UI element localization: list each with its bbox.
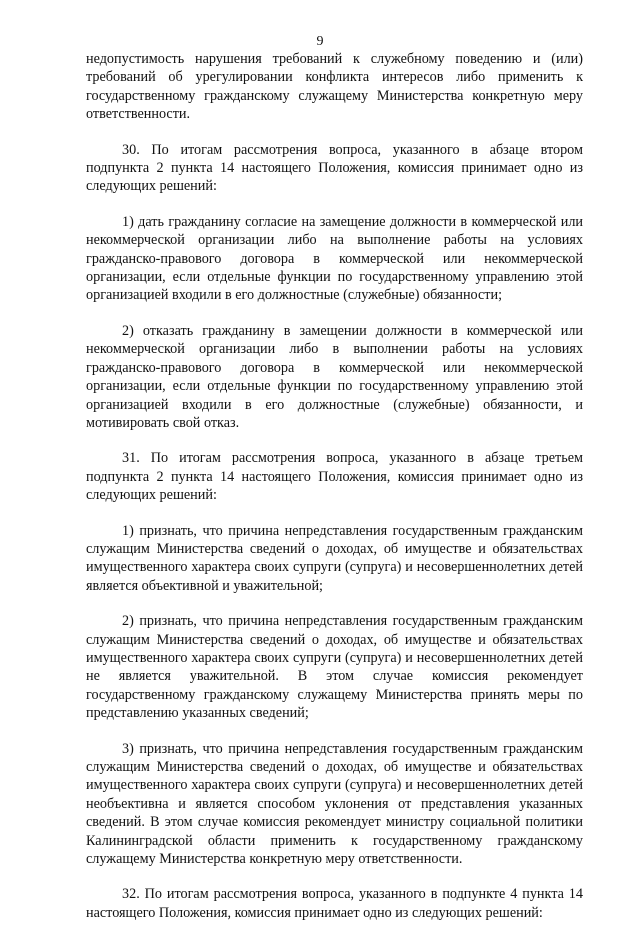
paragraph-item-31-3: 3) признать, что причина непредставления государственным гражданским служащим Министерства сведений о доходах, об имуществе и обязательствах имущественного характера своих супруги (супруга) и несовершеннолетних детей необъективна и является способом уклонения от представления указанных сведений. В этом случае комиссия рекомендует министру социальной политики Калининградской области применить к государственному гражданскому служащему Министерства конкретную меру ответственности. — [86, 740, 583, 868]
paragraph-continuation: недопустимость нарушения требований к служебному поведению и (или) требований об урегулировании конфликта интересов либо применить к государственному гражданскому служащему Министерства конкретную меру ответственности. — [86, 51, 583, 123]
document-body — [86, 50, 583, 939]
paragraph-item-30: 30. По итогам рассмотрения вопроса, указанного в абзаце втором подпункта 2 пункта 14 настоящего Положения, комиссия принимает одно из следующих решений: — [86, 141, 583, 195]
paragraph-item-31-1: 1) признать, что причина непредставления государственным гражданским служащим Министерства сведений о доходах, об имуществе и обязательствах имущественного характера своих супруги (супруга) и несовершеннолетних детей является объективной и уважительной; — [86, 522, 583, 594]
paragraph-item-30-2: 2) отказать гражданину в замещении должности в коммерческой или некоммерческой организации либо в выполнении работы на условиях гражданско-правового договора в коммерческой или некоммерческой организации, если отдельные функции по государственному управлению этой организацией входили в его должностные (служебные) обязанности, и мотивировать свой отказ. — [86, 322, 583, 431]
paragraph-item-30-1: 1) дать гражданину согласие на замещение должности в коммерческой или некоммерческой организации либо на выполнение работы на условиях гражданско-правового договора в коммерческой или некоммерческой организации, если отдельные функции по государственному управлению этой организацией входили в его должностные (служебные) обязанности; — [86, 213, 583, 304]
paragraph-item-31: 31. По итогам рассмотрения вопроса, указанного в абзаце третьем подпункта 2 пункта 14 настоящего Положения, комиссия принимает одно из следующих решений: — [86, 450, 583, 504]
paragraph-item-32: 32. По итогам рассмотрения вопроса, указанного в подпункте 4 пункта 14 настоящего Положения, комиссия принимает одно из следующих решений: — [86, 886, 583, 921]
page-number: 9 — [316, 34, 324, 49]
paragraph-item-31-2: 2) признать, что причина непредставления государственным гражданским служащим Министерства сведений о доходах, об имуществе и обязательствах имущественного характера своих супруги (супруга) и несовершеннолетних детей не является уважительной. В этом случае комиссия рекомендует государственному гражданскому служащему Министерства принять меры по представлению указанных сведений; — [86, 613, 583, 722]
